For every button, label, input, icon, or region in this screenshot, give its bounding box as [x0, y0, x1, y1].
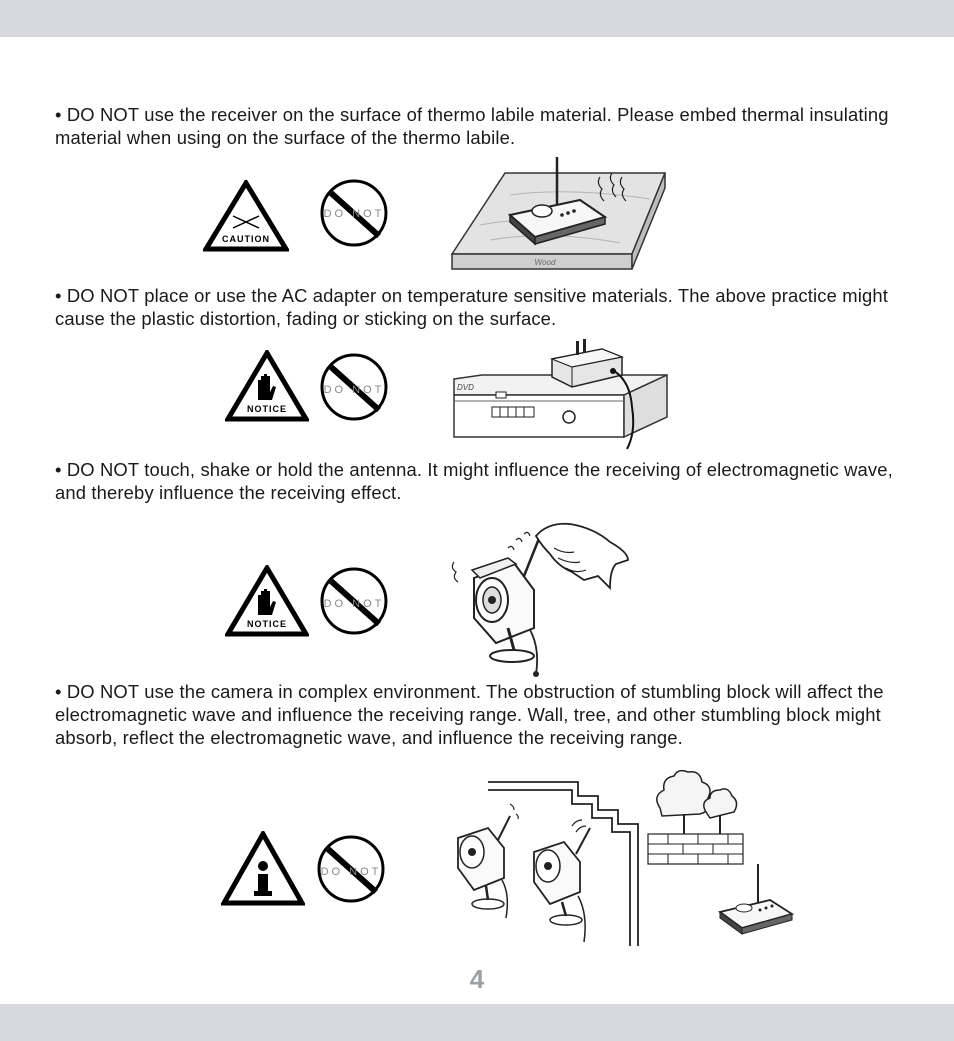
do-not-label: DO NOT: [320, 866, 382, 878]
do-not-circle-icon: [316, 834, 386, 904]
do-not-circle-icon: [319, 566, 389, 636]
hand-touching-camera-antenna-illustration: [444, 518, 634, 680]
notice-hand-triangle-icon: [225, 565, 309, 637]
wood-label: Wood: [534, 258, 556, 267]
warning-paragraph-2: • DO NOT place or use the AC adapter on temperature sensitive materials. The above practice might cause the plastic distortion, fading or sticking on the surface.: [55, 285, 888, 329]
info-triangle-icon: [221, 831, 305, 907]
do-not-circle-icon: [319, 178, 389, 248]
caution-label: CAUTION: [222, 234, 270, 244]
do-not-label: DO NOT: [323, 384, 385, 396]
obstacles-wall-tree-illustration: [448, 768, 798, 952]
do-not-label: DO NOT: [323, 598, 385, 610]
page-number: 4: [469, 964, 485, 994]
header-band: [0, 0, 954, 37]
warning-paragraph-4: • DO NOT use the camera in complex environment. The obstruction of stumbling block will affect the electromagnetic wave and influence the receiving range. Wall, tree, and other stumbling block might absorb, reflect the electromagnetic wave, and influence the receiving range.: [55, 681, 884, 748]
caution-triangle-icon: [203, 180, 289, 252]
notice-label: NOTICE: [246, 619, 288, 629]
dvd-label: DVD: [457, 383, 474, 392]
adapter-on-dvd-illustration: [452, 337, 672, 452]
footer-band: [0, 1004, 954, 1041]
receiver-on-wood-illustration: [450, 155, 670, 273]
warning-paragraph-3: • DO NOT touch, shake or hold the antenna. It might influence the receiving of electromagnetic wave, and thereby influence the receiving effect.: [55, 459, 893, 503]
do-not-label: DO NOT: [323, 208, 385, 220]
do-not-circle-icon: [319, 352, 389, 422]
warning-paragraph-1: • DO NOT use the receiver on the surface of thermo labile material. Please embed thermal insulating material when using on the surface of the thermo labile.: [55, 104, 889, 148]
notice-label: NOTICE: [246, 404, 288, 414]
notice-hand-triangle-icon: [225, 350, 309, 422]
